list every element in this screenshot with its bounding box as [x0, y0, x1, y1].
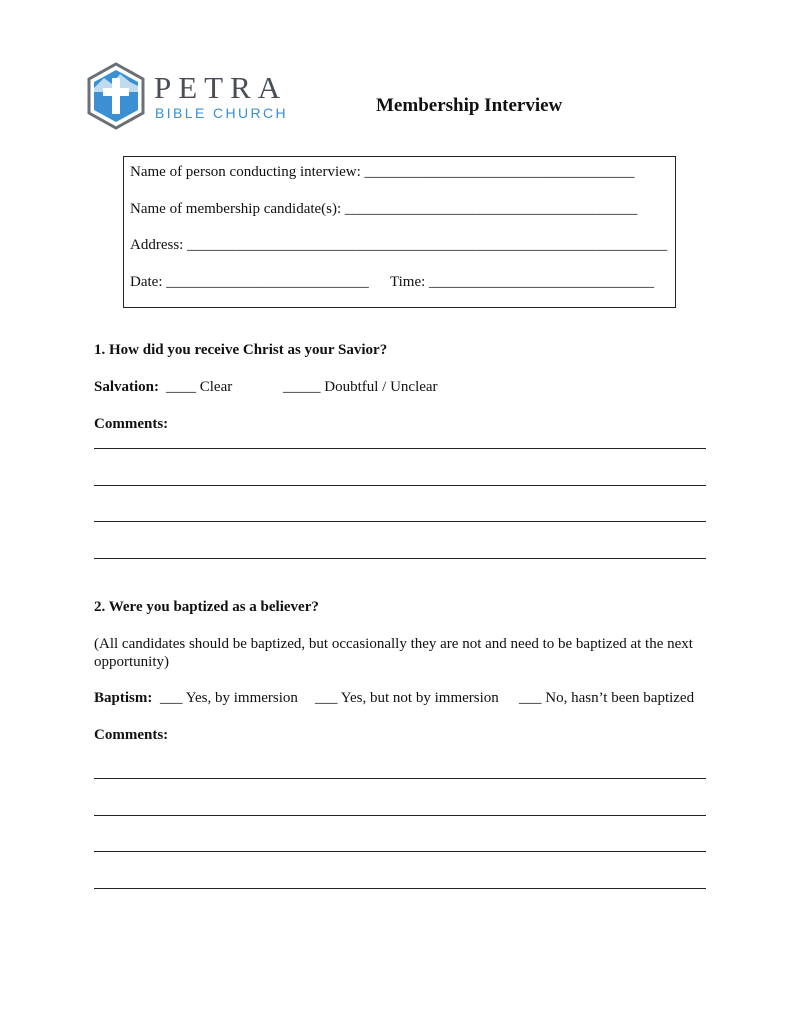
baptism-label: Baptism:	[94, 690, 153, 706]
comment-line-1d[interactable]	[94, 558, 706, 559]
baptism-note: (All candidates should be baptized, but occasionally they are not and need to be baptized at the next opportunity)	[94, 636, 693, 670]
logo-wordmark: PETRA	[154, 70, 288, 105]
church-logo	[86, 62, 306, 132]
comment-line-1a[interactable]	[94, 448, 706, 449]
interview-info-box	[123, 156, 676, 308]
question-2-heading: 2. Were you baptized as a believer?	[94, 599, 319, 615]
address-field[interactable]: Address: ________________________________________________________________	[130, 237, 668, 253]
time-field[interactable]: Time: ______________________________	[390, 274, 655, 290]
shield-cross-icon	[86, 62, 146, 130]
comment-line-1c[interactable]	[94, 521, 706, 522]
comment-line-1b[interactable]	[94, 485, 706, 486]
baptism-no-option[interactable]: ___ No, hasn’t been baptized	[519, 690, 695, 706]
salvation-clear-option[interactable]: ____ Clear	[166, 379, 233, 395]
date-field[interactable]: Date: ___________________________	[130, 274, 369, 290]
comments-label-2: Comments:	[94, 727, 169, 743]
baptism-immersion-option[interactable]: ___ Yes, by immersion	[160, 690, 298, 706]
comments-label-1: Comments:	[94, 416, 169, 432]
candidate-field[interactable]: Name of membership candidate(s): _______________________________________	[130, 201, 638, 217]
logo-subtitle: BIBLE CHURCH	[155, 105, 289, 121]
comment-line-2d[interactable]	[94, 888, 706, 889]
salvation-label: Salvation:	[94, 379, 160, 395]
page-title: Membership Interview	[376, 95, 563, 116]
comment-line-2c[interactable]	[94, 851, 706, 852]
conductor-field[interactable]: Name of person conducting interview: ____________________________________	[130, 164, 635, 180]
salvation-doubtful-option[interactable]: _____ Doubtful / Unclear	[283, 379, 438, 395]
comment-line-2a[interactable]	[94, 778, 706, 779]
question-1-heading: 1. How did you receive Christ as your Savior?	[94, 342, 388, 358]
comment-line-2b[interactable]	[94, 815, 706, 816]
baptism-not-immersion-option[interactable]: ___ Yes, but not by immersion	[315, 690, 499, 706]
